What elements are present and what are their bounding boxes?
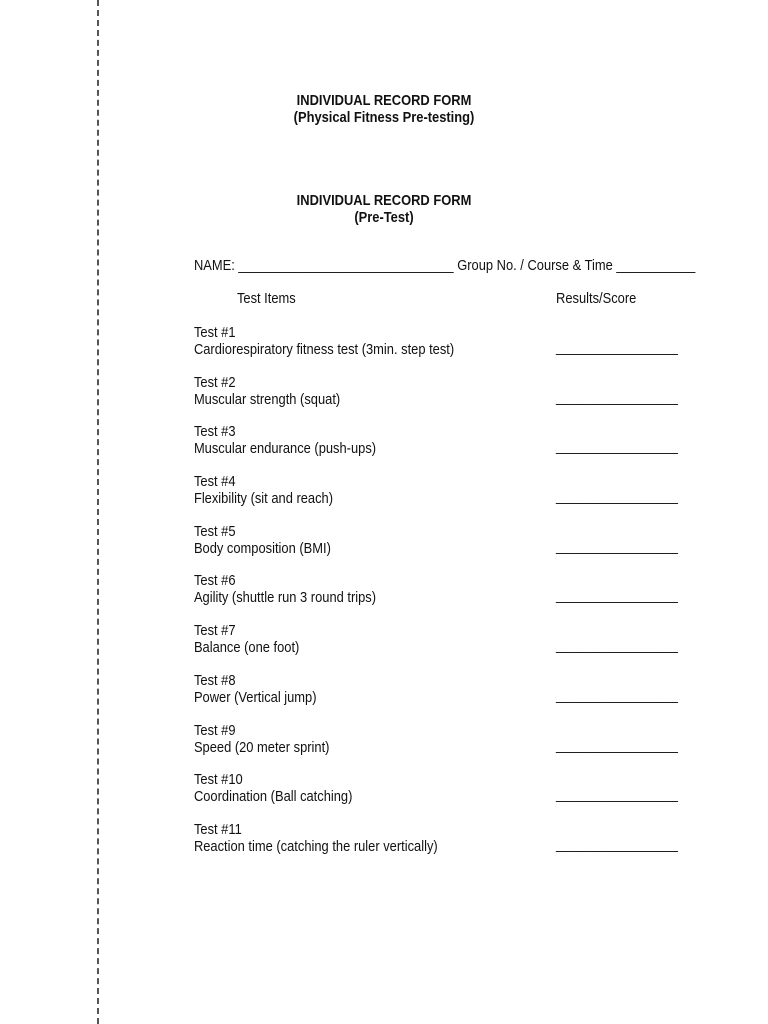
test-number: Test #11 <box>193 820 242 838</box>
test-item <box>194 523 710 573</box>
form-title-1: INDIVIDUAL RECORD FORM <box>296 92 472 109</box>
test-number: Test #8 <box>193 671 236 689</box>
test-item <box>194 473 710 523</box>
test-description: Cardiorespiratory fitness test (3min. step test) <box>193 341 455 358</box>
test-number: Test #2 <box>193 373 236 391</box>
test-description: Flexibility (sit and reach) <box>193 490 334 508</box>
test-item <box>194 374 710 424</box>
test-number: Test #7 <box>193 622 236 640</box>
test-item <box>194 771 710 821</box>
test-items-column-header: Test Items <box>236 290 296 307</box>
test-number: Test #6 <box>193 572 236 590</box>
form-subtitle-2: (Pre-Test) <box>354 209 414 226</box>
form-subtitle-1: (Physical Fitness Pre-testing) <box>293 109 475 126</box>
test-number: Test #5 <box>193 522 236 540</box>
result-score-blank[interactable]: _________________ <box>556 488 678 506</box>
result-score-blank[interactable]: _________________ <box>556 686 678 704</box>
results-score-column-header: Results/Score <box>556 290 637 307</box>
test-number: Test #4 <box>193 473 236 491</box>
form-heading-1 <box>54 92 714 126</box>
test-number: Test #9 <box>193 721 236 739</box>
test-item <box>194 722 710 772</box>
test-number: Test #10 <box>193 771 243 789</box>
test-item <box>194 324 710 374</box>
test-item <box>194 572 710 622</box>
test-description: Muscular strength (squat) <box>193 390 341 408</box>
test-item <box>194 423 710 473</box>
test-list <box>194 324 710 871</box>
test-number: Test #1 <box>193 324 236 341</box>
test-description: Agility (shuttle run 3 round trips) <box>193 589 377 607</box>
result-score-blank[interactable]: _________________ <box>556 339 678 356</box>
test-description: Coordination (Ball catching) <box>193 788 353 806</box>
result-score-blank[interactable]: _________________ <box>556 587 678 605</box>
result-score-blank[interactable]: _________________ <box>556 637 678 655</box>
result-score-blank[interactable]: _________________ <box>556 438 678 456</box>
test-item <box>194 821 710 871</box>
form-heading-2 <box>54 192 714 226</box>
record-form-document <box>54 0 714 1024</box>
form-title-2: INDIVIDUAL RECORD FORM <box>296 192 472 209</box>
test-description: Balance (one foot) <box>193 639 300 657</box>
test-description: Speed (20 meter sprint) <box>193 738 330 756</box>
test-description: Body composition (BMI) <box>193 539 331 557</box>
test-description: Muscular endurance (push-ups) <box>193 440 377 458</box>
test-number: Test #3 <box>193 423 236 441</box>
result-score-blank[interactable]: _________________ <box>556 388 678 406</box>
test-description: Reaction time (catching the ruler vertically) <box>193 837 438 855</box>
test-item <box>194 622 710 672</box>
test-description: Power (Vertical jump) <box>193 688 317 706</box>
test-item <box>194 672 710 722</box>
result-score-blank[interactable]: _________________ <box>556 736 678 754</box>
result-score-blank[interactable]: _________________ <box>556 835 678 853</box>
result-score-blank[interactable]: _________________ <box>556 786 678 804</box>
name-group-field-line[interactable]: NAME: ______________________________ Group No. / Course & Time ___________ <box>193 257 696 274</box>
result-score-blank[interactable]: _________________ <box>556 537 678 555</box>
